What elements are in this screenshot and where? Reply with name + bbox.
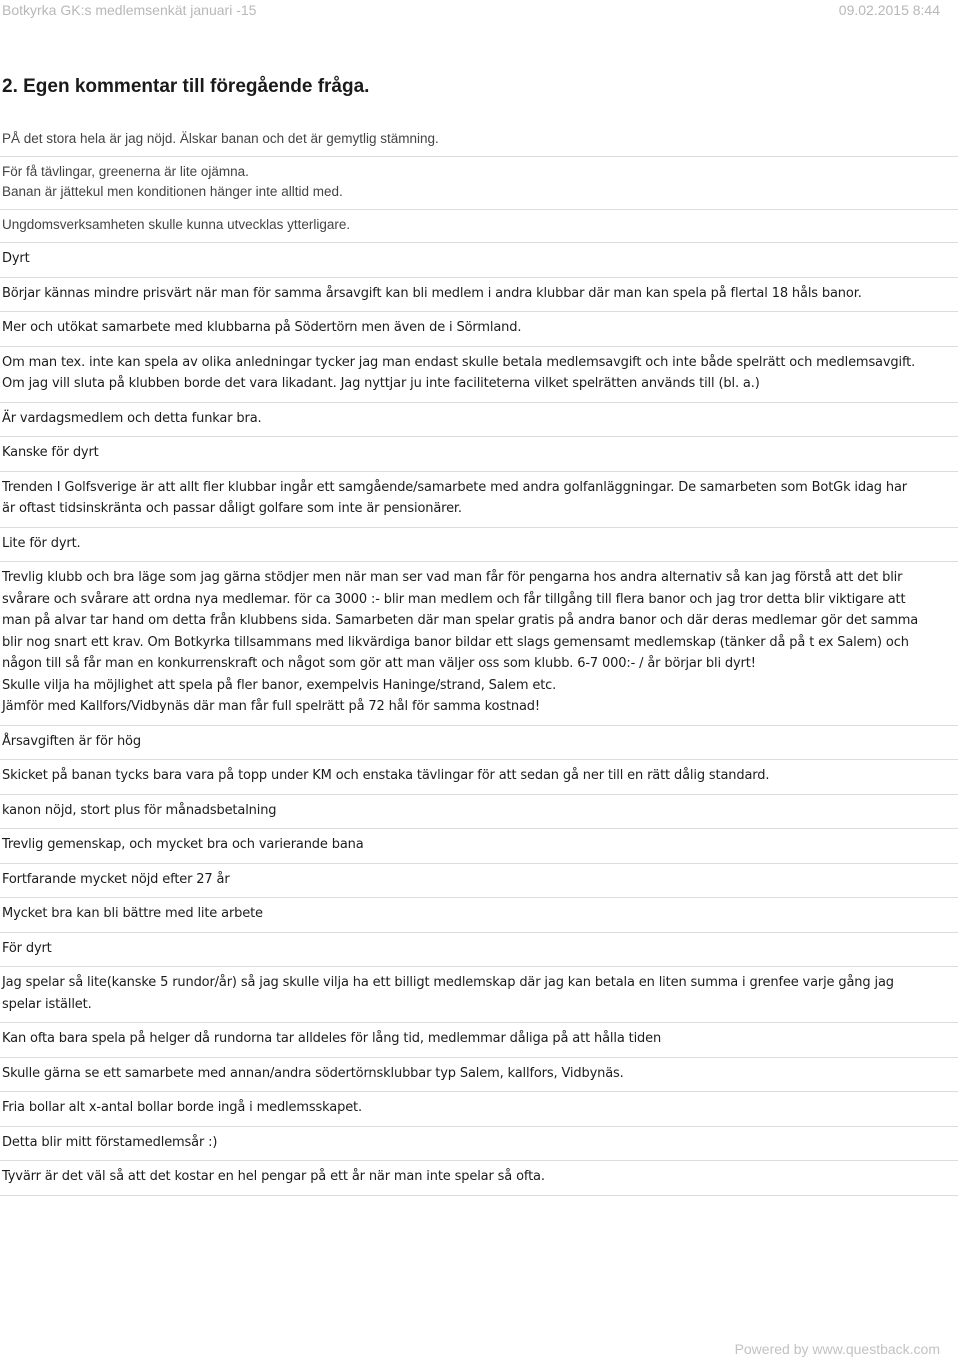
answer-text-line: Fortfarande mycket nöjd efter 27 år — [2, 871, 230, 887]
answer-list — [0, 124, 958, 1196]
answer-text-line: Årsavgiften är för hög — [2, 733, 141, 749]
answer-item — [0, 795, 958, 830]
answer-text-line: Kan ofta bara spela på helger då rundorna tar alldeles för lång tid, medlemmar dåliga på att hålla tiden — [2, 1031, 662, 1046]
answer-text-line: Börjar kännas mindre prisvärt när man för samma årsavgift kan bli medlem i andra klubbar där man kan spela på flertal 18 håls banor. — [2, 285, 862, 301]
answer-item — [0, 243, 958, 278]
answer-text-line: Ungdomsverksamheten skulle kunna utvecklas ytterligare. — [2, 217, 351, 232]
report-date: 09.02.2015 8:44 — [838, 2, 940, 18]
answer-item — [0, 1092, 958, 1127]
answer-item — [0, 403, 958, 438]
answer-text-line: man på alvar tar hand om detta från klubbens sida. Samarbeten där man spelar gratis på andra banor och där deras medlemar gör det samma — [2, 613, 919, 628]
answer-item — [0, 157, 958, 210]
answer-item — [0, 933, 958, 968]
answer-text-line: är oftast tidsinskränta och passar dåligt golfare som inte är pensionärer. — [2, 501, 462, 516]
answer-text-line: blir nog snart ett krav. Om Botkyrka tillsammans med likvärdiga banor bildar ett slags gemensamt medlemskap (tänker då på t ex Salem) och — [2, 634, 909, 650]
answer-text-line: Tyvärr är det väl så att det kostar en hel pengar på ett år när man inte spelar så ofta. — [2, 1169, 545, 1184]
answer-item — [0, 1127, 958, 1162]
answer-text-line: Trenden I Golfsverige är att allt fler klubbar ingår ett samgående/samarbete med andra golfanläggningar. De samarbeten som BotGk idag har — [2, 479, 907, 495]
answer-text-line: För dyrt — [2, 940, 52, 956]
answer-text-line: Fria bollar alt x-antal bollar borde ingå i medlemsskapet. — [2, 1100, 362, 1115]
answer-text-line: spelar istället. — [2, 996, 92, 1012]
page-header — [0, 0, 960, 22]
powered-by-footer: Powered by www.questback.com — [734, 1341, 940, 1357]
answer-item — [0, 528, 958, 563]
answer-text-line: Jag spelar så lite(kanske 5 rundor/år) så jag skulle vilja ha ett billigt medlemskap där jag kan betala en liten summa i grenfee varje gång jag — [2, 975, 894, 990]
answer-text-line: Skulle vilja ha möjlighet att spela på fler banor, exempelvis Haninge/strand, Salem etc. — [2, 677, 557, 693]
answer-text-line: Om man tex. inte kan spela av olika anledningar tycker jag man endast skulle betala medlemsavgift och inte både spelrätt och medlemsavgift. — [2, 354, 916, 370]
answer-text-line: Trevlig gemenskap, och mycket bra och varierande bana — [2, 837, 364, 852]
answer-item — [0, 312, 958, 347]
answer-text-line: Trevlig klubb och bra läge som jag gärna stödjer men när man ser vad man får för pengarna hos andra alternativ så kan jag förstå att det blir — [2, 570, 903, 585]
answer-item — [0, 967, 958, 1023]
answer-item — [0, 1058, 958, 1093]
answer-text-line: Dyrt — [2, 251, 30, 266]
answer-text-line: Är vardagsmedlem och detta funkar bra. — [2, 410, 262, 426]
answer-text-line: Kanske för dyrt — [2, 445, 99, 460]
answer-text-line: Detta blir mitt förstamedlemsår :) — [2, 1134, 218, 1150]
report-title: Botkyrka GK:s medlemsenkät januari -15 — [2, 2, 257, 18]
answer-text-line: Banan är jättekul men konditionen hänger inte alltid med. — [2, 184, 343, 199]
answer-item — [0, 829, 958, 864]
answer-text-line: PÅ det stora hela är jag nöjd. Älskar banan och det är gemytlig stämning. — [2, 131, 439, 146]
answer-item — [0, 437, 958, 472]
answer-item — [0, 278, 958, 313]
answer-item — [0, 1023, 958, 1058]
answer-text-line: För få tävlingar, greenerna är lite ojämna. — [2, 164, 249, 179]
answer-text-line: någon till så får man en konkurrenskraft och något som gör att man väljer oss som klubb. 6-7 000:- / år börjar bli dyrt! — [2, 656, 756, 671]
answer-text-line: Jämför med Kallfors/Vidbynäs där man får full spelrätt på 72 hål för samma kostnad! — [2, 699, 540, 714]
answer-text-line: kanon nöjd, stort plus för månadsbetalning — [2, 802, 277, 818]
answer-item — [0, 1161, 958, 1196]
answer-item — [0, 726, 958, 761]
answer-text-line: Mer och utökat samarbete med klubbarna på Södertörn men även de i Sörmland. — [2, 320, 522, 335]
answer-item — [0, 124, 958, 157]
answer-text-line: Mycket bra kan bli bättre med lite arbete — [2, 906, 263, 921]
answer-text-line: Lite för dyrt. — [2, 535, 81, 551]
answer-item — [0, 760, 958, 795]
answer-item — [0, 210, 958, 243]
answer-item — [0, 347, 958, 403]
question-heading: 2. Egen kommentar till föregående fråga. — [2, 76, 370, 97]
answer-text-line: svårare och svårare att ordna nya medlemar. för ca 3000 :- blir man medlem och får tillgång till flera banor och jag tror detta blir viktigare att — [2, 591, 906, 607]
answer-item — [0, 562, 958, 726]
answer-item — [0, 898, 958, 933]
answer-text-line: Om jag vill sluta på klubben borde det vara likadant. Jag nyttjar ju inte faciliteterna vilket spelrätten används till (bl. a.) — [2, 376, 760, 391]
answer-text-line: Skulle gärna se ett samarbete med annan/andra södertörnsklubbar typ Salem, kallfors, Vidbynäs. — [2, 1065, 624, 1081]
answer-text-line: Skicket på banan tycks bara vara på topp under KM och enstaka tävlingar för att sedan gå ner till en rätt dålig standard. — [2, 768, 770, 783]
answer-item — [0, 472, 958, 528]
answer-item — [0, 864, 958, 899]
